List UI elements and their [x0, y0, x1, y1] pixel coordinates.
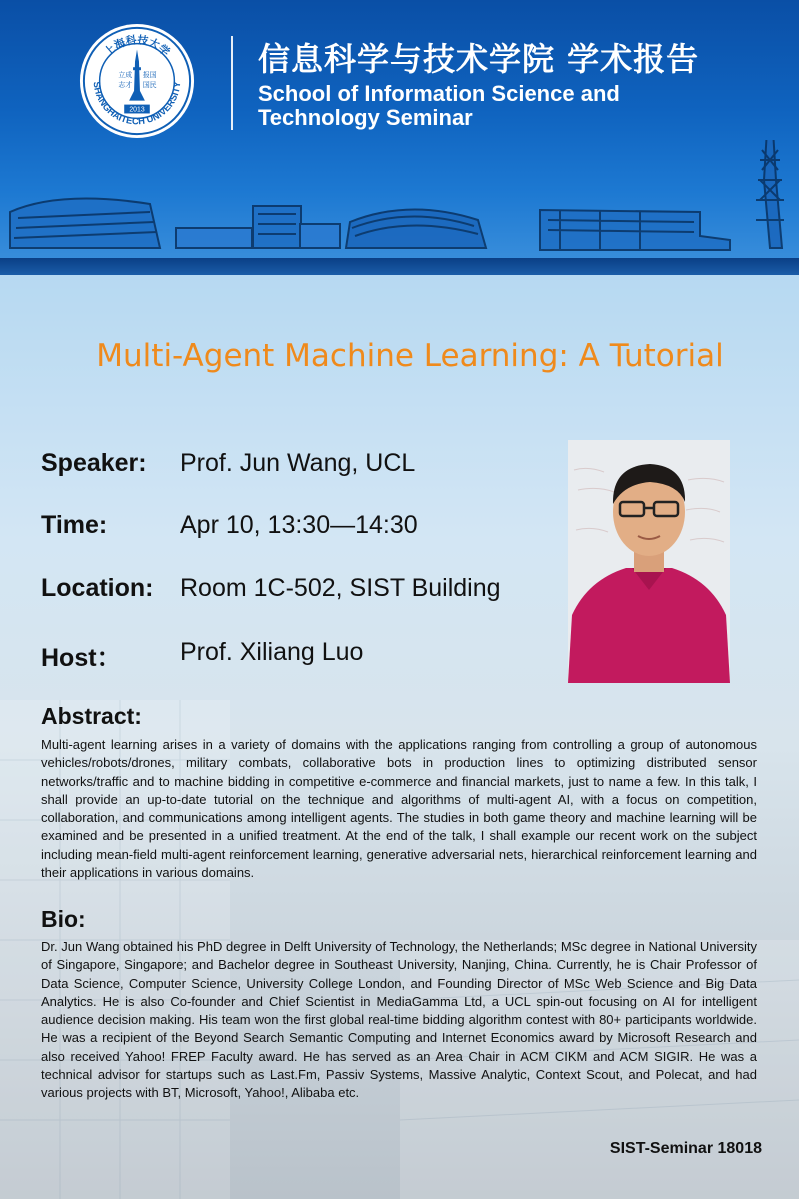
header-title-chinese: 信息科学与技术学院 学术报告	[258, 40, 700, 78]
logo-motto-2: 志才	[118, 80, 133, 89]
logo-year: 2013	[129, 106, 145, 114]
logo-ring-text: SHANGHAITECH UNIVERSITY	[91, 81, 183, 127]
logo-motto-3: 报国	[142, 71, 157, 80]
time-value: Apr 10, 13:30—14:30	[180, 511, 418, 539]
logo-motto-1: 立成	[118, 71, 133, 80]
location-label: Location:	[41, 574, 154, 602]
shanghaitech-logo	[78, 22, 196, 140]
abstract-heading: Abstract:	[41, 703, 142, 729]
header-divider	[231, 36, 233, 130]
talk-title: Multi-Agent Machine Learning: A Tutorial	[96, 338, 724, 374]
host-label: Host：	[41, 644, 122, 672]
logo-top-text: 上海科技大学	[101, 33, 173, 59]
header-title-english-line2: Technology Seminar	[258, 105, 473, 130]
header-banner	[0, 0, 799, 275]
location-value: Room 1C-502, SIST Building	[180, 574, 501, 602]
header-title-english	[258, 82, 738, 130]
time-label: Time:	[41, 511, 108, 539]
banner-bottom-stripe	[0, 258, 799, 275]
speaker-label: Speaker:	[41, 449, 147, 477]
skyline-illustration	[0, 140, 799, 275]
speaker-photo	[568, 440, 730, 683]
bio-text: Dr. Jun Wang obtained his PhD degree in Delft University of Technology, the Netherlands; MSc degree in National University of Singapore, Singapore; and Bachelor degree in Southeast University, Nanjing, China. Currently, he is Chair Professor of Data Science, Computer Science, University College London, and Founding Director of MSc Web Science and Big Data Analytics. He is also Co-founder and Chief Scientist in MediaGamma Ltd, a UCL spin-out focusing on AI for intelligent audience decision making. His team won the first global real-time bidding algorithm contest with 80+ participants worldwide. He was a recipient of the Beyond Search Semantic Computing and Internet Economics award by Microsoft Research and also received Yahoo! FREP Faculty award. He has served as an Area Chair in ACM CIKM and ACM SIGIR. He was a technical advisor for startups such as Last.Fm, Passiv Systems, Massive Analytic, Context Scout, and Polecat, and had various projects with BT, Microsoft, Yahoo!, Alibaba etc.	[41, 939, 757, 1101]
logo-motto-4: 国民	[142, 80, 157, 89]
abstract-text: Multi-agent learning arises in a variety of domains with the applications ranging from controlling a group of autonomous vehicles/robots/drones, military combats, collaborative bots in production lines to optimizing distributed sensor networks/traffic and to machine bidding in competitive e-commerce and financial markets, just to name a few. In this talk, I shall provide an up-to-date tutorial on the technique and algorithms of multi-agent AI, with a focus on competition, collaboration, and communications among intelligent agents. The studies in both game theory and machine learning will be examined and be presented in a unified treatment. At the end of the talk, I shall example our recent work on the subject including mean-field multi-agent reinforcement learning, generative adversarial nets, hierarchical reinforcement learning and their applications in various domains.	[41, 737, 757, 881]
host-value: Prof. Xiliang Luo	[180, 638, 364, 666]
seminar-number: SIST-Seminar 18018	[609, 1140, 762, 1157]
header-title-english-line1: School of Information Science and	[258, 81, 620, 106]
bio-heading: Bio:	[41, 906, 86, 932]
speaker-value: Prof. Jun Wang, UCL	[180, 449, 416, 477]
